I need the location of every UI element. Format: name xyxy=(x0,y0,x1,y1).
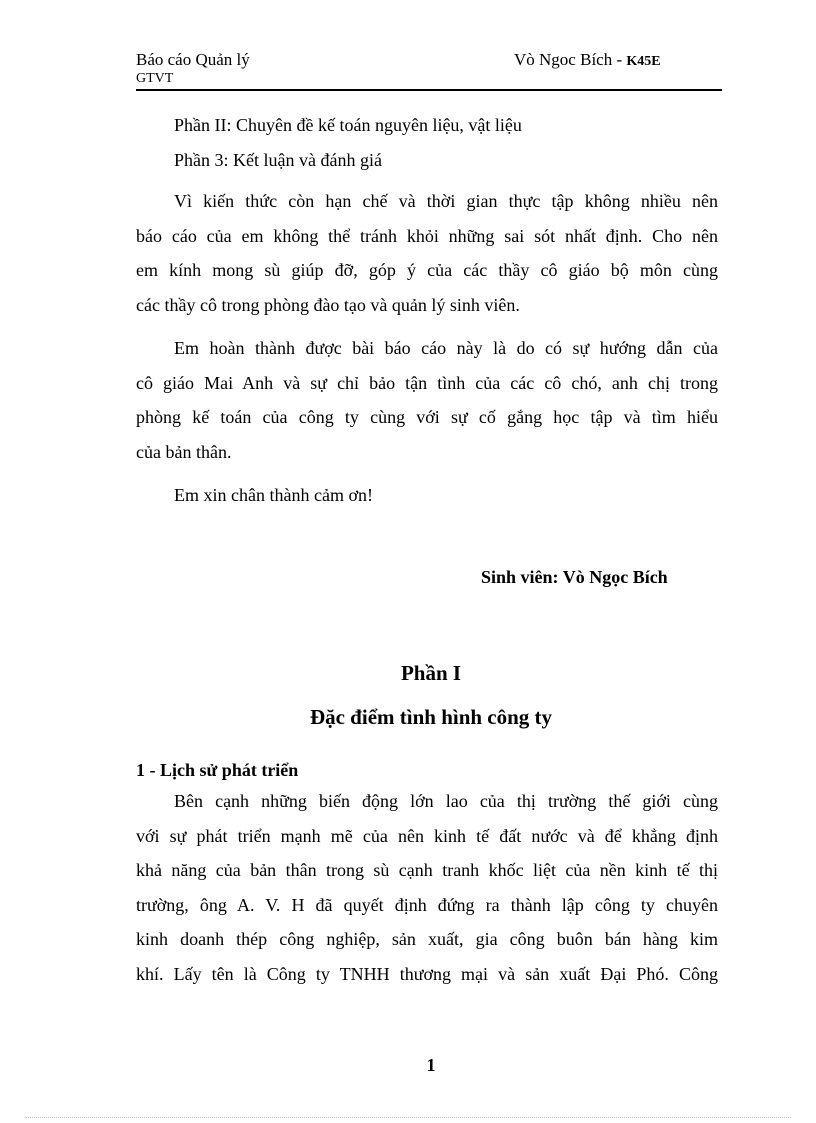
thanks-line xyxy=(136,478,718,513)
paragraph-line: cô giáo Mai Anh và sự chỉ bảo tận tình của các cô chó, anh chị trong xyxy=(136,372,718,393)
paragraph-line: với sự phát triển mạnh mẽ của nên kinh tế đất nước và để khẳng định xyxy=(136,825,718,846)
intro-line-part3: Phần 3: Kết luận và đánh giá xyxy=(174,149,382,170)
section-heading: 1 - Lịch sử phát triển xyxy=(136,760,299,780)
part-title: Phần I xyxy=(400,661,462,685)
paragraph-line: trường, ông A. V. H đã quyết định đứng ra thành lập công ty chuyên xyxy=(136,894,718,915)
thanks-text: Em xin chân thành cảm ơn! xyxy=(174,485,373,505)
paragraph-line: Bên cạnh những biến động lớn lao của thị trường thế giới cùng xyxy=(174,791,718,811)
paragraph-thanks-guidance xyxy=(136,331,718,469)
paragraph-line: phòng kế toán của công ty cùng với sự cố gắng học tập và tìm hiểu xyxy=(136,407,718,427)
header-divider xyxy=(136,89,722,91)
page-number: 1 xyxy=(426,1055,436,1075)
intro-line-part2: Phần II: Chuyên đề kế toán nguyên liệu, vật liệu xyxy=(174,115,522,135)
section-paragraph xyxy=(136,784,718,991)
signature: Sinh viên: Vò Ngọc Bích xyxy=(481,567,668,587)
intro-block xyxy=(136,108,718,177)
header-author-name: Vò Ngoc Bích - xyxy=(514,50,627,69)
header-author xyxy=(514,50,661,72)
header-title xyxy=(136,50,250,87)
paragraph-line: em kính mong sù giúp đỡ, góp ý của các thầy cô giáo bộ môn cùng xyxy=(136,260,718,280)
paragraph-line: khả năng của bản thân trong sù cạnh tranh khốc liệt của nền kinh tế thị xyxy=(136,860,718,880)
paragraph-line: khí. Lấy tên là Công ty TNHH thương mại và sản xuất Đại Phó. Công xyxy=(136,963,718,984)
page-bottom-border xyxy=(25,1117,791,1118)
header-title-line2: GTVT xyxy=(136,71,174,86)
paragraph-line: Em hoàn thành được bài báo cáo này là do có sự hướng dẫn của xyxy=(174,338,718,358)
paragraph-acknowledgement xyxy=(136,184,718,322)
paragraph-line: các thầy cô trong phòng đào tạo và quản lý sinh viên. xyxy=(136,294,520,315)
paragraph-line: Vì kiến thức còn hạn chế và thời gian thực tập không nhiều nên xyxy=(174,191,718,211)
paragraph-line: kinh doanh thép công nghiệp, sản xuất, gia công buôn bán hàng kim xyxy=(136,929,718,949)
part-subtitle: Đặc điểm tình hình công ty xyxy=(309,705,553,729)
header-title-line1: Báo cáo Quản lý xyxy=(136,50,250,69)
paragraph-line: của bản thân. xyxy=(136,441,232,462)
header-class-code: K45E xyxy=(626,54,661,69)
paragraph-line: báo cáo của em không thể tránh khỏi những sai sót nhất định. Cho nên xyxy=(136,225,718,246)
